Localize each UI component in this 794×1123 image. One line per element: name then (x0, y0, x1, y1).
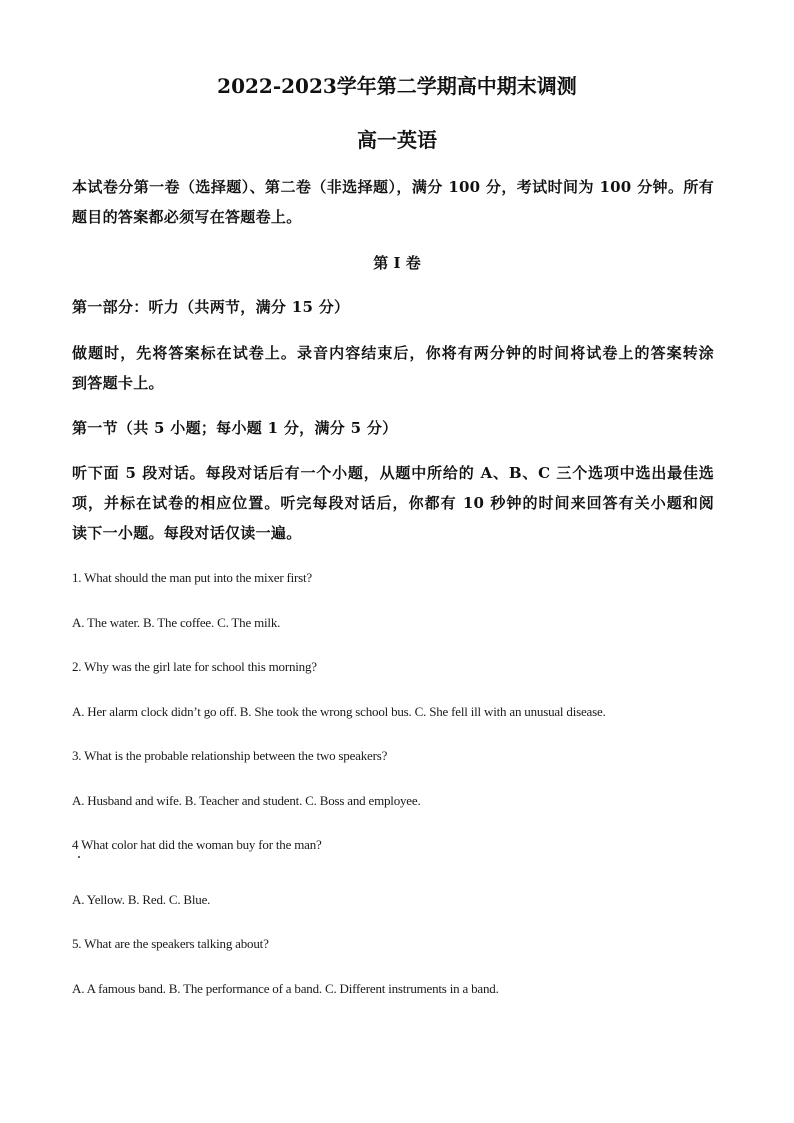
exam-title: 2022-2023学年第二学期高中期末调测 (217, 74, 577, 98)
part1-instruction-line-2: 到答题卡上。 (72, 374, 164, 392)
intro-line-1: 本试卷分第一卷（选择题）、第二卷（非选择题），满分 100 分，考试时间为 100 分钟。所有 (72, 178, 714, 196)
question-1: 1. What should the man put into the mixer first? (72, 570, 313, 585)
question-5-options: A. A famous band. B. The performance of a band. C. Different instruments in a band. (72, 981, 499, 996)
question-3: 3. What is the probable relationship between the two speakers? (72, 748, 388, 763)
question-1-options: A. The water. B. The coffee. C. The milk. (72, 615, 281, 630)
section1-instruction-line-1: 听下面 5 段对话。每段对话后有一个小题，从题中所给的 A、B、C 三个选项中选出最佳选 (72, 464, 714, 482)
question-5: 5. What are the speakers talking about? (72, 936, 269, 951)
intro-line-2: 题目的答案都必须写在答题卷上。 (72, 208, 302, 226)
volume-heading: 第 I 卷 (373, 254, 421, 272)
stray-dot-mark (78, 856, 80, 858)
question-4-options: A. Yellow. B. Red. C. Blue. (72, 892, 211, 907)
question-2: 2. Why was the girl late for school this morning? (72, 659, 317, 674)
section1-instruction-line-3: 读下一小题。每段对话仅读一遍。 (72, 524, 302, 542)
section1-heading: 第一节（共 5 小题；每小题 1 分，满分 5 分） (72, 419, 398, 437)
section1-instruction-line-2: 项，并标在试卷的相应位置。听完每段对话后，你都有 10 秒钟的时间来回答有关小题和阅 (72, 494, 714, 512)
question-2-options: A. Her alarm clock didn’t go off. B. She took the wrong school bus. C. She fell ill with an unusual disease. (72, 704, 606, 719)
part1-instruction-line-1: 做题时，先将答案标在试卷上。录音内容结束后，你将有两分钟的时间将试卷上的答案转涂 (72, 344, 714, 362)
part1-heading: 第一部分：听力（共两节，满分 15 分） (72, 298, 350, 316)
question-4: 4 What color hat did the woman buy for the man? (72, 837, 322, 852)
subject-title: 高一英语 (357, 128, 437, 152)
question-3-options: A. Husband and wife. B. Teacher and student. C. Boss and employee. (72, 793, 421, 808)
